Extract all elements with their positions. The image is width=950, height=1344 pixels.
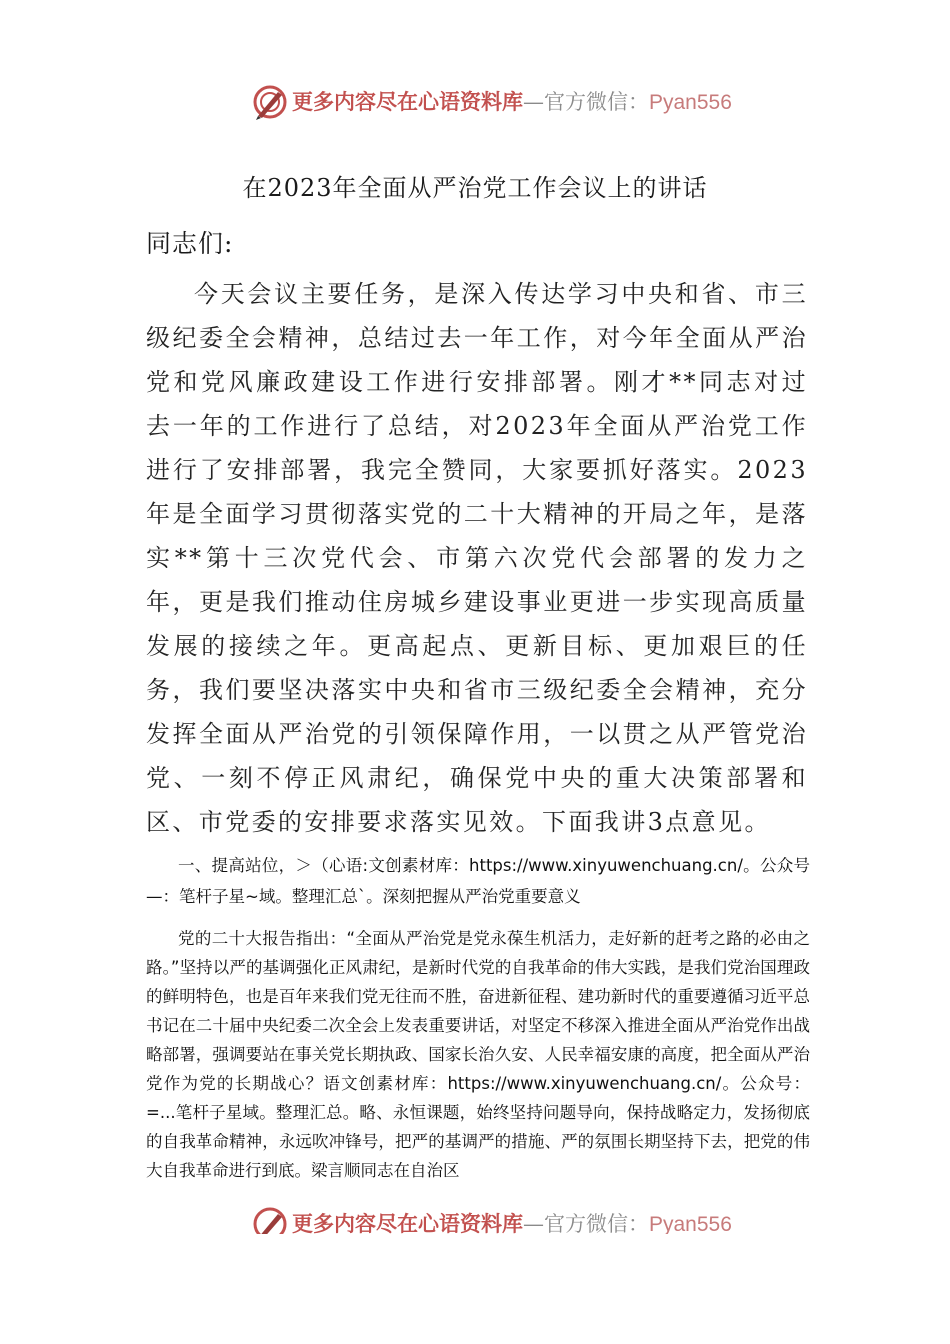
paragraph-intro: 今天会议主要任务，是深入传达学习中央和省、市三级纪委全会精神，总结过去一年工作，对今年全面从严治党和党风廉政建设工作进行安排部署。刚才**同志对过去一年的工作进行了总结，对2023年全面从严治党工作进行了安排部署，我完全赞同，大家要抓好落实。2023年是全面学习贯彻落实党的二十大精神的开局之年，是落实**第十三次党代会、市第六次党代会部署的发力之年，更是我们推动住房城乡建设事业更进一步实现高质量发展的接续之年。更高起点、更新目标、更加艰巨的任务，我们要坚决落实中央和省市三级纪委全会精神，充分发挥全面从严治党的引领保障作用，一以贯之从严管党治党、一刻不停正风肃纪，确保党中央的重大决策部署和区、市党委的安排要求落实见效。下面我讲3点意见。 — [146, 280, 808, 836]
section-heading-1: 一、提高站位，＞（心语:文创素材库：https://www.xinyuwenchuang.cn/。公众号—：笔杆子星~域。整理汇总`。深刻把握从严治党重要意义 — [146, 856, 810, 906]
pen-logo-icon — [250, 1204, 290, 1234]
salutation: 同志们: — [146, 229, 234, 258]
pen-logo-icon — [250, 82, 290, 122]
watermark-header — [250, 82, 750, 122]
watermark-footer — [250, 1204, 750, 1234]
watermark-text: 更多内容尽在心语资料库—官方微信：Pyan556 — [292, 1211, 732, 1234]
paragraph-body: 党的二十大报告指出：“全面从严治党是党永葆生机活力，走好新的赶考之路的必由之路。”坚持以严的基调强化正风肃纪，是新时代党的自我革命的伟大实践，是我们党治国理政的鲜明特色，也是百年来我们党无往而不胜，奋进新征程、建功新时代的重要遵循习近平总书记在二十届中央纪委二次全会上发表重要讲话，对坚定不移深入推进全面从严治党作出战略部署，强调要站在事关党长期执政、国家长治久安、人民幸福安康的高度，把全面从严治党作为党的长期战心？语文创素材库：https://www.xinyuwenchuang.cn/。公众号：=...笔杆子星域。整理汇总。略、永恒课题，始终坚持问题导向，保持战略定力，发扬彻底的自我革命精神，永远吹冲锋号，把严的基调严的措施、严的氛围长期坚持下去，把党的伟大自我革命进行到底。梁言顺同志在自治区 — [146, 929, 810, 1180]
watermark-text: 更多内容尽在心语资料库—官方微信：Pyan556 — [292, 89, 732, 114]
page-title: 在2023年全面从严治党工作会议上的讲话 — [242, 174, 708, 202]
